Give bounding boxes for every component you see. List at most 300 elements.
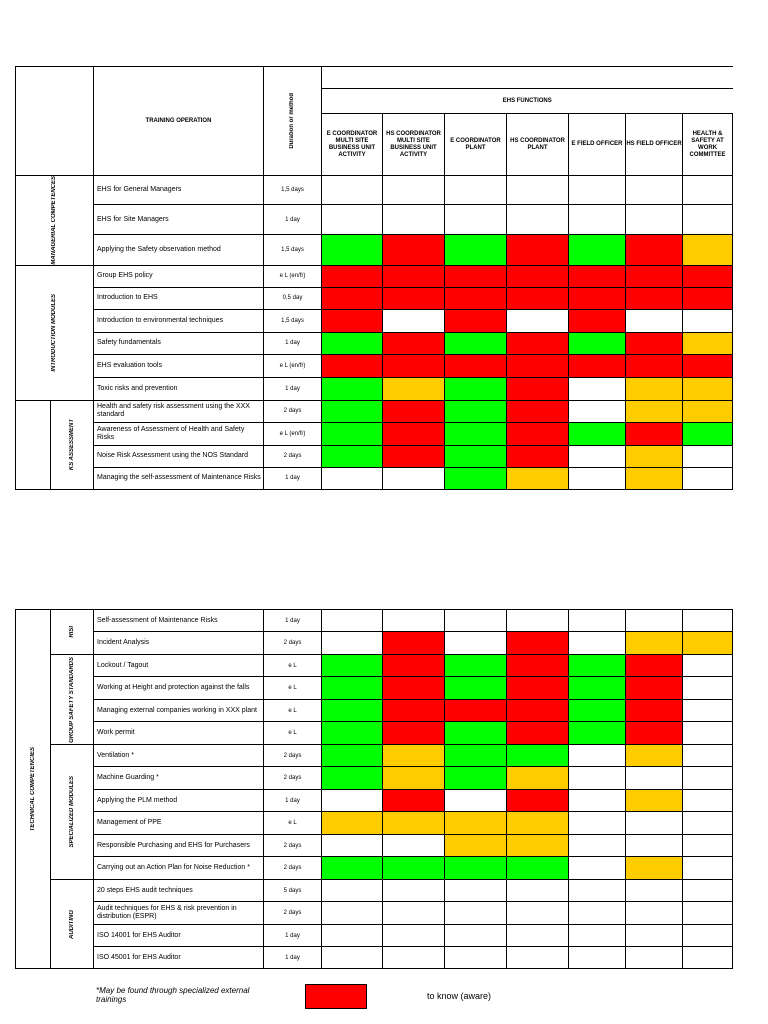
competence-level-cell [683, 467, 733, 489]
competence-level-cell [383, 234, 445, 265]
competence-level-cell [445, 812, 507, 835]
competence-level-cell [683, 309, 733, 332]
competence-level-cell [569, 947, 626, 969]
competence-level-cell [507, 812, 569, 835]
ehs-functions-header: EHS FUNCTIONS [322, 89, 733, 114]
competence-level-cell [445, 234, 507, 265]
training-operation-cell: Awareness of Assessment of Health and Safety Risks [94, 422, 264, 445]
duration-header-label: Duration or method [289, 93, 295, 149]
competence-level-cell [445, 445, 507, 467]
table-row [16, 467, 733, 489]
competence-level-cell [322, 677, 383, 700]
competence-level-cell [569, 309, 626, 332]
competence-level-cell [626, 767, 683, 790]
competence-level-cell [569, 445, 626, 467]
competence-level-cell [569, 700, 626, 722]
competence-level-cell [445, 745, 507, 767]
competence-level-cell [445, 377, 507, 400]
competence-level-cell [507, 767, 569, 790]
function-header: HS COORDINATOR PLANT [507, 114, 569, 176]
competence-level-cell [383, 902, 445, 925]
competence-level-cell [507, 234, 569, 265]
group-header-cell [16, 67, 94, 176]
table-row [16, 354, 733, 377]
function-header: E COORDINATOR PLANT [445, 114, 507, 176]
competence-level-cell [626, 722, 683, 745]
competence-level-cell [383, 205, 445, 234]
competence-level-cell [445, 722, 507, 745]
competence-level-cell [626, 400, 683, 422]
competence-level-cell [507, 400, 569, 422]
competence-level-cell [626, 812, 683, 835]
competence-level-cell [683, 400, 733, 422]
blank-header [322, 67, 733, 89]
competence-level-cell [683, 902, 733, 925]
competence-level-cell [683, 947, 733, 969]
competence-level-cell [569, 812, 626, 835]
competence-level-cell [569, 835, 626, 857]
competence-level-cell [626, 422, 683, 445]
competence-level-cell [569, 265, 626, 287]
function-header: HS COORDINATOR MULTI SITE BUSINESS UNIT ACTIVITY [383, 114, 445, 176]
table-row [16, 767, 733, 790]
training-matrix-table-2 [15, 609, 733, 969]
group-introduction-label: INTRODUCTION MODULES [51, 293, 57, 372]
training-operation-cell: EHS for Site Managers [94, 205, 264, 234]
competence-level-cell [569, 880, 626, 902]
competence-level-cell [445, 767, 507, 790]
training-operation-cell: Applying the PLM method [94, 790, 264, 812]
competence-level-cell [445, 857, 507, 880]
competence-level-cell [683, 700, 733, 722]
training-operation-cell: Group EHS policy [94, 265, 264, 287]
competence-level-cell [383, 632, 445, 655]
competence-level-cell [569, 354, 626, 377]
table-row [16, 332, 733, 354]
table-row [16, 234, 733, 265]
training-operation-cell: Introduction to environmental techniques [94, 309, 264, 332]
table-row [16, 287, 733, 309]
competence-level-cell [322, 445, 383, 467]
competence-level-cell [569, 925, 626, 947]
competence-level-cell [626, 467, 683, 489]
competence-level-cell [507, 722, 569, 745]
competence-level-cell [507, 467, 569, 489]
competence-level-cell [507, 205, 569, 234]
competence-level-cell [507, 790, 569, 812]
duration-cell: 1 day [264, 467, 322, 489]
group-risi-label: RISI [68, 626, 75, 638]
competence-level-cell [626, 287, 683, 309]
competence-level-cell [445, 700, 507, 722]
competence-level-cell [626, 632, 683, 655]
table-row [16, 422, 733, 445]
duration-cell: 5 days [264, 880, 322, 902]
training-operation-cell: Incident Analysis [94, 632, 264, 655]
competence-level-cell [383, 422, 445, 445]
group-safety-standards [51, 655, 94, 745]
table-row [16, 812, 733, 835]
group-risi [51, 610, 94, 655]
competence-level-cell [569, 790, 626, 812]
training-operation-header: TRAINING OPERATION [94, 67, 264, 176]
competence-level-cell [683, 445, 733, 467]
group-managerial-label: MANAGERIAL COMPETENCES [51, 176, 57, 265]
competence-level-cell [383, 445, 445, 467]
competence-level-cell [322, 700, 383, 722]
competence-level-cell [569, 176, 626, 205]
competence-level-cell [569, 610, 626, 632]
competence-level-cell [569, 422, 626, 445]
duration-cell: 1,5 days [264, 309, 322, 332]
competence-level-cell [445, 947, 507, 969]
competence-level-cell [445, 677, 507, 700]
competence-level-cell [322, 857, 383, 880]
training-operation-cell: Work permit [94, 722, 264, 745]
external-training-note: *May be found through specialized external trainings [96, 986, 250, 1004]
duration-cell: 1 day [264, 790, 322, 812]
table-row [16, 205, 733, 234]
table-row [16, 925, 733, 947]
competence-level-cell [383, 610, 445, 632]
training-operation-cell: Managing external companies working in XXX plant [94, 700, 264, 722]
competence-level-cell [569, 400, 626, 422]
competence-level-cell [626, 745, 683, 767]
table-row [16, 400, 733, 422]
competence-level-cell [569, 205, 626, 234]
competence-level-cell [322, 812, 383, 835]
duration-cell: 0,5 day [264, 287, 322, 309]
group-technical [16, 610, 51, 969]
competence-level-cell [626, 234, 683, 265]
competence-level-cell [322, 265, 383, 287]
table-row [16, 857, 733, 880]
competence-level-cell [445, 205, 507, 234]
competence-level-cell [683, 790, 733, 812]
competence-level-cell [683, 422, 733, 445]
competence-level-cell [322, 835, 383, 857]
table-row [16, 265, 733, 287]
table-row [16, 677, 733, 700]
competence-level-cell [383, 767, 445, 790]
competence-level-cell [507, 610, 569, 632]
duration-cell: 1 day [264, 947, 322, 969]
group-introduction [16, 265, 94, 400]
duration-cell: 2 days [264, 745, 322, 767]
legend-label: to know (aware) [427, 991, 492, 1001]
competence-level-cell [383, 947, 445, 969]
competence-level-cell [383, 722, 445, 745]
competence-level-cell [569, 902, 626, 925]
competence-level-cell [626, 445, 683, 467]
competence-level-cell [322, 745, 383, 767]
competence-level-cell [626, 835, 683, 857]
competence-level-cell [626, 947, 683, 969]
duration-cell: e L [264, 655, 322, 677]
competence-level-cell [683, 925, 733, 947]
competence-level-cell [383, 332, 445, 354]
competence-level-cell [445, 332, 507, 354]
duration-cell: e L [264, 812, 322, 835]
duration-cell: 2 days [264, 857, 322, 880]
table-row [16, 722, 733, 745]
table-row [16, 309, 733, 332]
competence-level-cell [322, 176, 383, 205]
competence-level-cell [683, 287, 733, 309]
table-row [16, 700, 733, 722]
competence-level-cell [507, 445, 569, 467]
competence-level-cell [507, 857, 569, 880]
competence-level-cell [683, 234, 733, 265]
competence-level-cell [322, 400, 383, 422]
competence-level-cell [569, 632, 626, 655]
competence-level-cell [626, 377, 683, 400]
competence-level-cell [626, 205, 683, 234]
training-operation-cell: Managing the self-assessment of Maintenance Risks [94, 467, 264, 489]
competence-level-cell [683, 332, 733, 354]
competence-level-cell [626, 176, 683, 205]
competence-level-cell [507, 902, 569, 925]
training-operation-cell: EHS evaluation tools [94, 354, 264, 377]
competence-level-cell [626, 265, 683, 287]
competence-level-cell [383, 835, 445, 857]
competence-level-cell [507, 377, 569, 400]
competence-level-cell [383, 265, 445, 287]
competence-level-cell [322, 467, 383, 489]
competence-level-cell [322, 767, 383, 790]
competence-level-cell [383, 925, 445, 947]
competence-level-cell [445, 880, 507, 902]
group-specialized-label: SPECIALIZED MODULES [68, 776, 75, 848]
competence-level-cell [507, 309, 569, 332]
competence-level-cell [626, 857, 683, 880]
competence-level-cell [683, 632, 733, 655]
competence-level-cell [383, 790, 445, 812]
competence-level-cell [322, 655, 383, 677]
duration-cell: e L [264, 700, 322, 722]
competence-level-cell [383, 287, 445, 309]
competence-level-cell [569, 745, 626, 767]
competence-level-cell [569, 722, 626, 745]
competence-level-cell [383, 655, 445, 677]
competence-level-cell [383, 857, 445, 880]
competence-level-cell [507, 925, 569, 947]
competence-level-cell [507, 354, 569, 377]
competence-level-cell [322, 354, 383, 377]
competence-level-cell [569, 332, 626, 354]
training-operation-cell: Health and safety risk assessment using the XXX standard [94, 400, 264, 422]
competence-level-cell [626, 700, 683, 722]
competence-level-cell [507, 677, 569, 700]
competence-level-cell [626, 925, 683, 947]
competence-level-cell [445, 467, 507, 489]
training-operation-cell: Introduction to EHS [94, 287, 264, 309]
competence-level-cell [683, 205, 733, 234]
competence-level-cell [507, 632, 569, 655]
competence-level-cell [322, 610, 383, 632]
competence-level-cell [445, 632, 507, 655]
table-row [16, 902, 733, 925]
group-managerial [16, 176, 94, 266]
header-row [16, 67, 733, 89]
competence-level-cell [626, 655, 683, 677]
duration-cell: 1 day [264, 610, 322, 632]
competence-level-cell [683, 655, 733, 677]
competence-level-cell [322, 632, 383, 655]
duration-cell: 1,5 days [264, 234, 322, 265]
duration-cell: 1 day [264, 332, 322, 354]
competence-level-cell [322, 722, 383, 745]
training-operation-cell: Lockout / Tagout [94, 655, 264, 677]
competence-level-cell [322, 422, 383, 445]
training-operation-cell: ISO 45001 for EHS Auditor [94, 947, 264, 969]
function-header: E FIELD OFFICER [569, 114, 626, 176]
table-row [16, 880, 733, 902]
competence-level-cell [322, 287, 383, 309]
duration-cell: 2 days [264, 632, 322, 655]
competence-level-cell [507, 176, 569, 205]
competence-level-cell [626, 309, 683, 332]
competence-level-cell [322, 790, 383, 812]
competence-level-cell [569, 767, 626, 790]
competence-level-cell [322, 880, 383, 902]
competence-level-cell [626, 902, 683, 925]
training-operation-cell: EHS for General Managers [94, 176, 264, 205]
training-operation-cell: Applying the Safety observation method [94, 234, 264, 265]
group-auditing-label: AUDITING [68, 909, 75, 939]
duration-cell: 1 day [264, 377, 322, 400]
training-operation-cell: Machine Guarding * [94, 767, 264, 790]
group-risks-assessment [51, 400, 94, 489]
competence-level-cell [322, 925, 383, 947]
competence-level-cell [445, 400, 507, 422]
competence-level-cell [683, 722, 733, 745]
competence-level-cell [683, 176, 733, 205]
competence-level-cell [683, 677, 733, 700]
competence-level-cell [626, 354, 683, 377]
competence-level-cell [383, 700, 445, 722]
competence-level-cell [383, 745, 445, 767]
group-technical-left [16, 400, 51, 489]
competence-level-cell [445, 176, 507, 205]
table-row [16, 445, 733, 467]
competence-level-cell [383, 812, 445, 835]
competence-level-cell [507, 655, 569, 677]
table-row [16, 745, 733, 767]
competence-level-cell [322, 309, 383, 332]
training-operation-cell: ISO 14001 for EHS Auditor [94, 925, 264, 947]
group-technical-label: TECHNICAL COMPETENCIES [29, 746, 36, 832]
table-row [16, 610, 733, 632]
competence-level-cell [507, 880, 569, 902]
competence-level-cell [569, 655, 626, 677]
training-operation-cell: Noise Risk Assessment using the NOS Standard [94, 445, 264, 467]
training-matrix-table-1 [15, 66, 733, 490]
table-row [16, 790, 733, 812]
training-operation-cell: Responsible Purchasing and EHS for Purchasers [94, 835, 264, 857]
competence-level-cell [507, 700, 569, 722]
group-risks-assessment-label: KS ASSESSMENT [68, 419, 75, 471]
duration-cell: e L (en/fr) [264, 422, 322, 445]
competence-level-cell [383, 677, 445, 700]
training-operation-cell: Working at Height and protection against the falls [94, 677, 264, 700]
competence-level-cell [322, 947, 383, 969]
competence-level-cell [569, 857, 626, 880]
competence-level-cell [507, 422, 569, 445]
competence-level-cell [683, 377, 733, 400]
training-operation-cell: Toxic risks and prevention [94, 377, 264, 400]
competence-level-cell [683, 835, 733, 857]
table-row [16, 835, 733, 857]
duration-cell: 2 days [264, 835, 322, 857]
table-row [16, 655, 733, 677]
duration-cell: 2 days [264, 902, 322, 925]
competence-level-cell [445, 287, 507, 309]
duration-cell: 2 days [264, 767, 322, 790]
competence-level-cell [569, 677, 626, 700]
function-header: HS FIELD OFFICER [626, 114, 683, 176]
competence-level-cell [383, 309, 445, 332]
competence-level-cell [322, 332, 383, 354]
competence-level-cell [683, 767, 733, 790]
duration-cell: e L (en/fr) [264, 354, 322, 377]
competence-level-cell [626, 880, 683, 902]
competence-level-cell [383, 467, 445, 489]
competence-level-cell [383, 880, 445, 902]
competence-level-cell [569, 377, 626, 400]
competence-level-cell [626, 332, 683, 354]
competence-level-cell [507, 332, 569, 354]
competence-level-cell [445, 422, 507, 445]
training-operation-cell: Ventilation * [94, 745, 264, 767]
competence-level-cell [507, 745, 569, 767]
competence-level-cell [322, 902, 383, 925]
duration-cell: 2 days [264, 445, 322, 467]
competence-level-cell [626, 677, 683, 700]
competence-level-cell [445, 354, 507, 377]
duration-cell: 1,5 days [264, 176, 322, 205]
duration-cell: e L [264, 677, 322, 700]
competence-level-cell [683, 880, 733, 902]
competence-level-cell [383, 176, 445, 205]
competence-level-cell [445, 835, 507, 857]
competence-level-cell [445, 925, 507, 947]
training-operation-cell: 20 steps EHS audit techniques [94, 880, 264, 902]
group-auditing [51, 880, 94, 969]
competence-level-cell [626, 790, 683, 812]
competence-level-cell [445, 902, 507, 925]
table-row [16, 377, 733, 400]
duration-header [264, 67, 322, 176]
table-row [16, 947, 733, 969]
duration-cell: 1 day [264, 205, 322, 234]
competence-level-cell [445, 309, 507, 332]
duration-cell: e L (en/fr) [264, 265, 322, 287]
competence-level-cell [683, 812, 733, 835]
competence-level-cell [569, 287, 626, 309]
competence-level-cell [383, 400, 445, 422]
duration-cell: e L [264, 722, 322, 745]
competence-level-cell [683, 610, 733, 632]
competence-level-cell [507, 947, 569, 969]
duration-cell: 1 day [264, 925, 322, 947]
table-row [16, 632, 733, 655]
table-row [16, 176, 733, 205]
competence-level-cell [322, 205, 383, 234]
legend-red-swatch [305, 984, 367, 1009]
training-operation-cell: Self-assessment of Maintenance Risks [94, 610, 264, 632]
competence-level-cell [569, 234, 626, 265]
